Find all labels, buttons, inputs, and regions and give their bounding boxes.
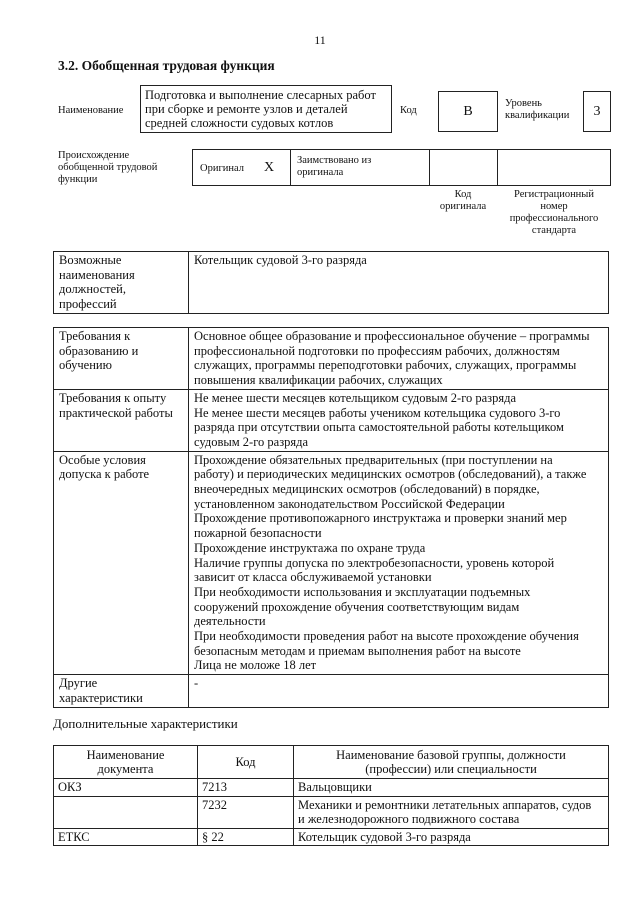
name-value-line: Подготовка и выполнение слесарных работ — [145, 88, 376, 102]
positions-table — [53, 251, 609, 314]
table-row — [54, 828, 609, 846]
special-label: Особые условия допуска к работе — [54, 451, 189, 675]
table-row — [54, 779, 609, 797]
level-value-box: 3 — [583, 91, 611, 132]
row-code: 7213 — [198, 779, 294, 797]
education-label: Требования к образованию и обучению — [54, 328, 189, 390]
positions-label: Возможные наименования должностей, профессий — [54, 252, 189, 314]
original-mark: X — [264, 160, 275, 175]
reg-number-caption: Регистрационный номер профессионального стандарта — [509, 189, 599, 236]
row-name: Котельщик судовой 3-го разряда — [294, 828, 609, 846]
origin-box — [192, 149, 611, 186]
special-value: Прохождение обязательных предварительных (при поступлении на работу) и периодических медицинских осмотров (обследований), а также внеочередных медицинских осмотров (обследований) в порядке, установленном законодательством Российской Федерации Прохождение противопожарного инструктажа и проверки знаний мер пожарной безопасности Прохождение инструктажа по охране труда Наличие группы допуска по электробезопасности, уровень которой зависит от класса обслуживаемой установки При необходимости использования и эксплуатации подъемных сооружений прохождение обучения соответствующим видам деятельности При необходимости проведения работ на высоте прохождение обучения безопасным методам и приемам выполнения работ на высоте Лица не моложе 18 лет — [189, 451, 609, 675]
row-doc — [54, 796, 198, 828]
additional-table — [53, 745, 609, 846]
name-value-line: средней сложности судовых котлов — [145, 116, 334, 130]
row-name: Вальцовщики — [294, 779, 609, 797]
education-value: Основное общее образование и профессиональное обучение – программы профессиональной подготовки по профессиям рабочих, должностям служащих, программы переподготовки рабочих, служащих, программы повышения квалификации рабочих, служащих — [189, 328, 609, 390]
col-code-header: Код — [198, 746, 294, 779]
row-code: 7232 — [198, 796, 294, 828]
table-row — [54, 796, 609, 828]
section-title: 3.2. Обобщенная трудовая функция — [58, 58, 275, 73]
code-original-caption: Код оригинала — [439, 189, 487, 212]
additional-title: Дополнительные характеристики — [53, 716, 238, 731]
name-label: Наименование — [58, 105, 124, 116]
positions-value: Котельщик судовой 3-го разряда — [189, 252, 609, 314]
origin-divider — [290, 149, 291, 186]
col-name-header: Наименование базовой группы, должности (профессии) или специальности — [294, 746, 609, 779]
row-doc: ЕТКС — [54, 828, 198, 846]
row-doc: ОКЗ — [54, 779, 198, 797]
other-value: - — [189, 675, 609, 707]
level-label: Уровень квалификации — [505, 98, 570, 121]
page-number: 11 — [314, 33, 326, 47]
experience-label: Требования к опыту практической работы — [54, 389, 189, 451]
row-code: § 22 — [198, 828, 294, 846]
requirements-table — [53, 327, 609, 708]
origin-divider — [429, 149, 430, 186]
experience-value: Не менее шести месяцев котельщиком судовым 2-го разряда Не менее шести месяцев работы учеником котельщика судового 3-го разряда при отсутствии опыта самостоятельной работы котельщиком судовым 2-го разряда — [189, 389, 609, 451]
name-value-line: при сборке и ремонте узлов и деталей — [145, 102, 348, 116]
original-label: Оригинал — [200, 163, 244, 174]
row-name: Механики и ремонтники летательных аппаратов, судов и железнодорожного подвижного состава — [294, 796, 609, 828]
origin-divider — [497, 149, 498, 186]
name-value-box — [140, 85, 392, 133]
code-value-box: В — [438, 91, 498, 132]
col-doc-header: Наименование документа — [54, 746, 198, 779]
borrowed-label: Заимствовано из оригинала — [297, 155, 372, 178]
code-label: Код — [400, 105, 417, 116]
origin-label: Происхождение обобщенной трудовой функции — [58, 150, 158, 185]
other-label: Другие характеристики — [54, 675, 189, 707]
